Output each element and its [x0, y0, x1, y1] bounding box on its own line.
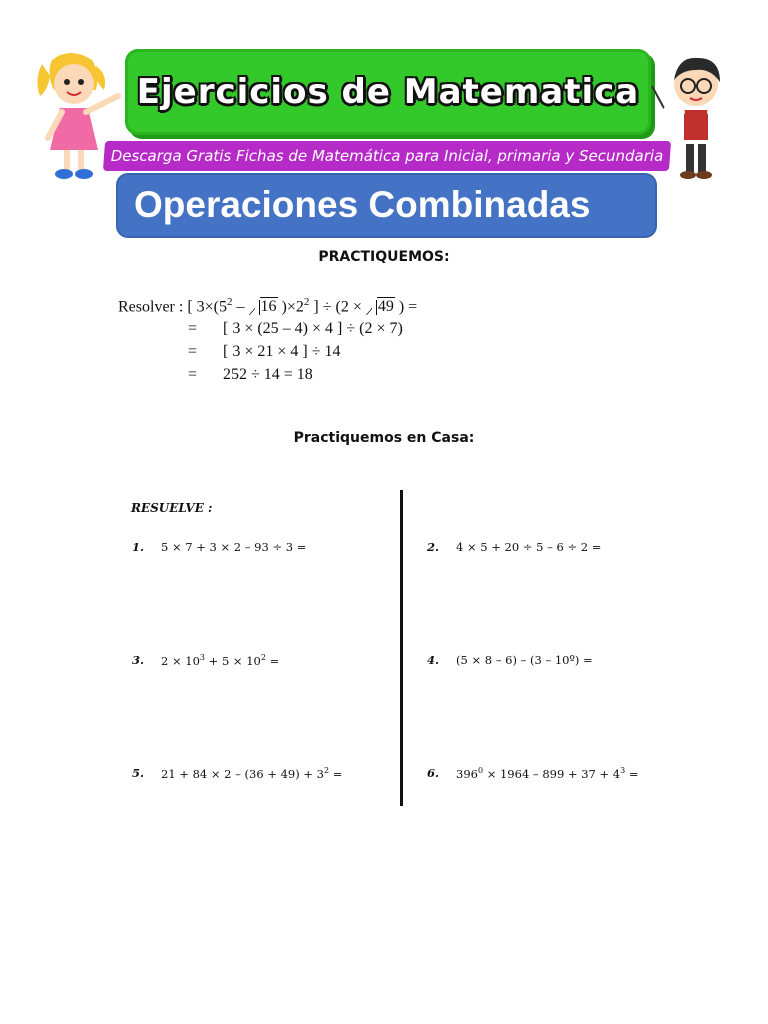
site-subtitle-banner [103, 141, 671, 171]
example-resolver-label: Resolver : [118, 298, 184, 316]
square-root-49 [366, 298, 395, 316]
column-divider [400, 490, 403, 806]
example-step-3 [188, 366, 313, 384]
expr-exponent: 3 [199, 653, 205, 662]
exercise-expression: 5 × 7 + 3 × 2 – 93 ÷ 3 = [161, 540, 307, 554]
square-root-16 [249, 298, 278, 316]
exercise-expression [456, 766, 639, 781]
radicand-16: 16 [260, 298, 277, 316]
exercise-expression [161, 653, 279, 668]
step-equals: = [188, 366, 198, 383]
step-equals: = [188, 343, 198, 360]
expr-exponent: 2 [324, 766, 330, 775]
site-subtitle: Descarga Gratis Fichas de Matemática para Inicial, primaria y Secundaria [110, 147, 664, 165]
step-expression: [ 3 × (25 – 4) × 4 ] ÷ (2 × 7) [223, 320, 403, 337]
radicand-49: 49 [377, 298, 394, 316]
expr-part: 2 × 10 [161, 653, 200, 668]
example-step-2 [188, 343, 341, 361]
exercise-expression [161, 766, 342, 781]
example-exp-a: 2 [227, 296, 233, 308]
expr-exponent: 2 [260, 653, 266, 662]
example-part-e: ) = [394, 298, 418, 316]
site-title: Ejercicios de Matematica [136, 72, 640, 112]
expr-part: = [625, 766, 639, 781]
expr-part: × 1964 – 899 + 37 + 4 [483, 766, 621, 781]
exercise-number: 1. [132, 540, 145, 554]
exercise-number: 5. [132, 766, 145, 780]
exercise-number: 3. [132, 653, 145, 667]
expr-part: = [329, 766, 343, 781]
example-part-c: )×2 [277, 298, 304, 316]
expr-part: 21 + 84 × 2 – (36 + 49) + 3 [161, 766, 324, 781]
exercise-expression: (5 × 8 – 6) – (3 – 10º) = [456, 653, 593, 667]
exercise-number: 2. [427, 540, 440, 554]
practice-heading: PRACTIQUEMOS: [318, 249, 450, 265]
expr-exponent: 3 [620, 766, 626, 775]
example-part-a: [ 3×(5 [187, 298, 228, 316]
expr-part: + 5 × 10 [205, 653, 261, 668]
example-part-d: ] ÷ (2 × [309, 298, 366, 316]
expr-part: = [265, 653, 280, 668]
example-step-1 [188, 320, 403, 338]
example-line-1 [118, 296, 417, 316]
example-part-b: – [232, 298, 249, 316]
exercise-expression: 4 × 5 + 20 ÷ 5 – 6 ÷ 2 = [456, 540, 602, 554]
step-equals: = [188, 320, 198, 337]
topic-title: Operaciones Combinadas [134, 184, 591, 225]
site-title-banner [128, 52, 648, 132]
expr-exponent: 0 [477, 766, 484, 775]
resuelve-label: RESUELVE : [131, 501, 213, 515]
expr-part: 396 [456, 766, 478, 781]
example-exp-c: 2 [303, 296, 310, 308]
step-expression: 252 ÷ 14 = 18 [223, 366, 313, 383]
homework-heading: Practiquemos en Casa: [293, 430, 475, 446]
topic-banner [118, 175, 655, 236]
exercise-number: 6. [427, 766, 440, 780]
step-expression: [ 3 × 21 × 4 ] ÷ 14 [223, 343, 341, 360]
exercise-number: 4. [427, 653, 440, 667]
boy-illustration [648, 50, 738, 182]
